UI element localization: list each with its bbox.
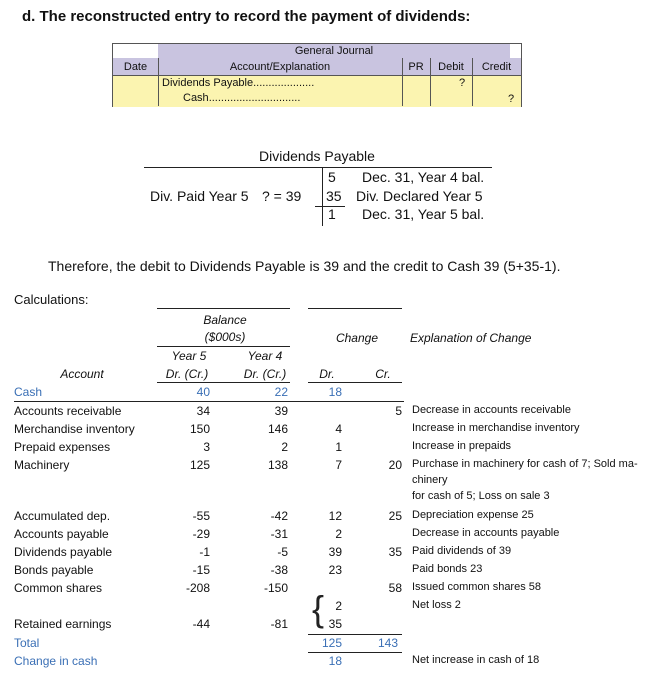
t-account-closing-amount: 1 — [328, 206, 336, 222]
row-account: Dividends payable — [14, 545, 113, 559]
journal-date-cell — [113, 76, 158, 107]
row-year5: -29 — [192, 527, 210, 541]
header-rule — [308, 382, 402, 383]
row-account: Retained earnings — [14, 617, 112, 631]
row-account: Accounts payable — [14, 527, 109, 541]
journal-divider — [472, 58, 473, 106]
row-year5: 40 — [196, 385, 210, 399]
row-dr: 7 — [335, 458, 342, 472]
row-year5: -55 — [192, 509, 210, 523]
header-balance: Balance — [203, 313, 247, 327]
journal-credit-value: ? — [508, 93, 515, 105]
row-cr: 35 — [388, 545, 402, 559]
calculations-label: Calculations: — [14, 292, 89, 307]
journal-title: General Journal — [158, 44, 510, 59]
t-account-horizontal-rule — [144, 167, 492, 168]
header-drcr-year5: Dr. (Cr.) — [165, 367, 209, 381]
journal-divider — [430, 58, 431, 106]
row-year4: -150 — [263, 581, 288, 595]
header-cr: Cr. — [375, 367, 391, 381]
header-change: Change — [335, 331, 379, 345]
row-year5: 34 — [196, 404, 210, 418]
row-year4: -81 — [270, 617, 288, 631]
journal-line-credit-account: Cash.............................. — [183, 92, 301, 104]
row-year5: -44 — [192, 617, 210, 631]
header-dr: Dr. — [319, 367, 335, 381]
row-dr: 23 — [328, 563, 342, 577]
t-account-declared-desc: Div. Declared Year 5 — [356, 188, 483, 204]
row-explanation: Paid bonds 23 — [412, 563, 483, 575]
journal-divider — [402, 58, 403, 106]
row-year4: 146 — [267, 422, 288, 436]
row-account: Machinery — [14, 458, 70, 472]
row-year4: -42 — [270, 509, 288, 523]
row-explanation: Depreciation expense 25 — [412, 509, 534, 521]
row-year5: -1 — [199, 545, 210, 559]
t-account-opening-amount: 5 — [328, 169, 336, 185]
row-total-cr: 143 — [377, 636, 398, 650]
journal-line-debit-account: Dividends Payable.................... — [162, 77, 315, 89]
journal-col-pr: PR — [402, 58, 430, 76]
row-year4: -38 — [270, 563, 288, 577]
row-year4: -31 — [270, 527, 288, 541]
row-total-dr: 125 — [321, 636, 342, 650]
row-explanation: Decrease in accounts payable — [412, 527, 560, 539]
total-rule — [308, 634, 402, 635]
general-journal — [112, 43, 522, 107]
brace-icon: { — [312, 588, 325, 629]
t-account-vertical-rule — [322, 167, 323, 226]
section-heading: d. The reconstructed entry to record the payment of dividends: — [22, 8, 471, 25]
row-year4: 39 — [274, 404, 288, 418]
journal-divider — [158, 58, 159, 106]
journal-col-credit: Credit — [472, 58, 521, 76]
journal-debit-value: ? — [459, 77, 466, 89]
row-account: Merchandise inventory — [14, 422, 135, 436]
t-account-closing-desc: Dec. 31, Year 5 bal. — [362, 206, 485, 222]
row-explanation: Paid dividends of 39 — [412, 545, 512, 557]
row-account: Accumulated dep. — [14, 509, 111, 523]
row-change-label: Change in cash — [14, 654, 98, 668]
row-explanation: Net loss 2 — [412, 599, 461, 611]
row-dr: 12 — [328, 509, 342, 523]
conclusion-text: Therefore, the debit to Dividends Payable is 39 and the credit to Cash 39 (5+35-1). — [48, 258, 561, 274]
row-explanation-cont: for cash of 5; Loss on sale 3 — [412, 490, 550, 502]
row-dr: 4 — [335, 422, 342, 436]
header-rule — [308, 308, 402, 309]
row-explanation: Increase in prepaids — [412, 440, 512, 452]
row-dr: 2 — [335, 599, 342, 613]
row-year4: 2 — [281, 440, 288, 454]
row-total-label: Total — [14, 636, 40, 650]
header-thousands: ($000s) — [204, 330, 246, 344]
header-rule — [157, 346, 290, 347]
row-account: Common shares — [14, 581, 103, 595]
row-dr: 39 — [328, 545, 342, 559]
row-year5: 3 — [203, 440, 210, 454]
row-year4: 138 — [267, 458, 288, 472]
row-year4: -5 — [277, 545, 288, 559]
row-explanation-cont: chinery — [412, 474, 448, 486]
journal-col-date: Date — [113, 58, 158, 76]
cash-rule — [14, 401, 404, 402]
row-account: Cash — [14, 385, 43, 399]
row-dr: 1 — [335, 440, 342, 454]
row-account: Bonds payable — [14, 563, 94, 577]
row-change-dr: 18 — [328, 654, 342, 668]
row-explanation: Increase in merchandise inventory — [412, 422, 580, 434]
total-rule — [308, 652, 402, 653]
header-rule — [157, 308, 290, 309]
row-year5: 150 — [189, 422, 210, 436]
t-account-title: Dividends Payable — [259, 148, 375, 164]
journal-col-debit: Debit — [430, 58, 472, 76]
header-rule — [157, 382, 290, 383]
journal-col-account: Account/Explanation — [158, 58, 402, 76]
row-dr: 18 — [328, 385, 342, 399]
row-year5: -15 — [192, 563, 210, 577]
header-drcr-year4: Dr. (Cr.) — [243, 367, 287, 381]
journal-debit-cell — [430, 76, 472, 107]
row-year4: 22 — [274, 385, 288, 399]
row-year5: -208 — [185, 581, 210, 595]
row-explanation: Decrease in accounts receivable — [412, 404, 571, 416]
row-cr: 20 — [388, 458, 402, 472]
row-year5: 125 — [189, 458, 210, 472]
journal-pr-cell — [402, 76, 430, 107]
t-account-paid-amount: ? = 39 — [262, 188, 302, 204]
row-explanation: Issued common shares 58 — [412, 581, 542, 593]
row-account: Accounts receivable — [14, 404, 122, 418]
header-year4: Year 4 — [247, 349, 283, 363]
row-explanation: Net increase in cash of 18 — [412, 654, 540, 666]
row-dr: 2 — [335, 527, 342, 541]
t-account-paid-label: Div. Paid Year 5 — [150, 188, 249, 204]
row-dr: 35 — [328, 617, 342, 631]
row-account: Prepaid expenses — [14, 440, 111, 454]
row-cr: 25 — [388, 509, 402, 523]
header-explanation: Explanation of Change — [410, 331, 532, 345]
t-account-declared-amount: 35 — [326, 188, 342, 204]
t-account-opening-desc: Dec. 31, Year 4 bal. — [362, 169, 485, 185]
header-account: Account — [60, 367, 104, 381]
header-year5: Year 5 — [171, 349, 207, 363]
row-cr: 58 — [388, 581, 402, 595]
row-cr: 5 — [395, 404, 402, 418]
row-explanation: Purchase in machinery for cash of 7; Sold ma- — [412, 458, 638, 470]
